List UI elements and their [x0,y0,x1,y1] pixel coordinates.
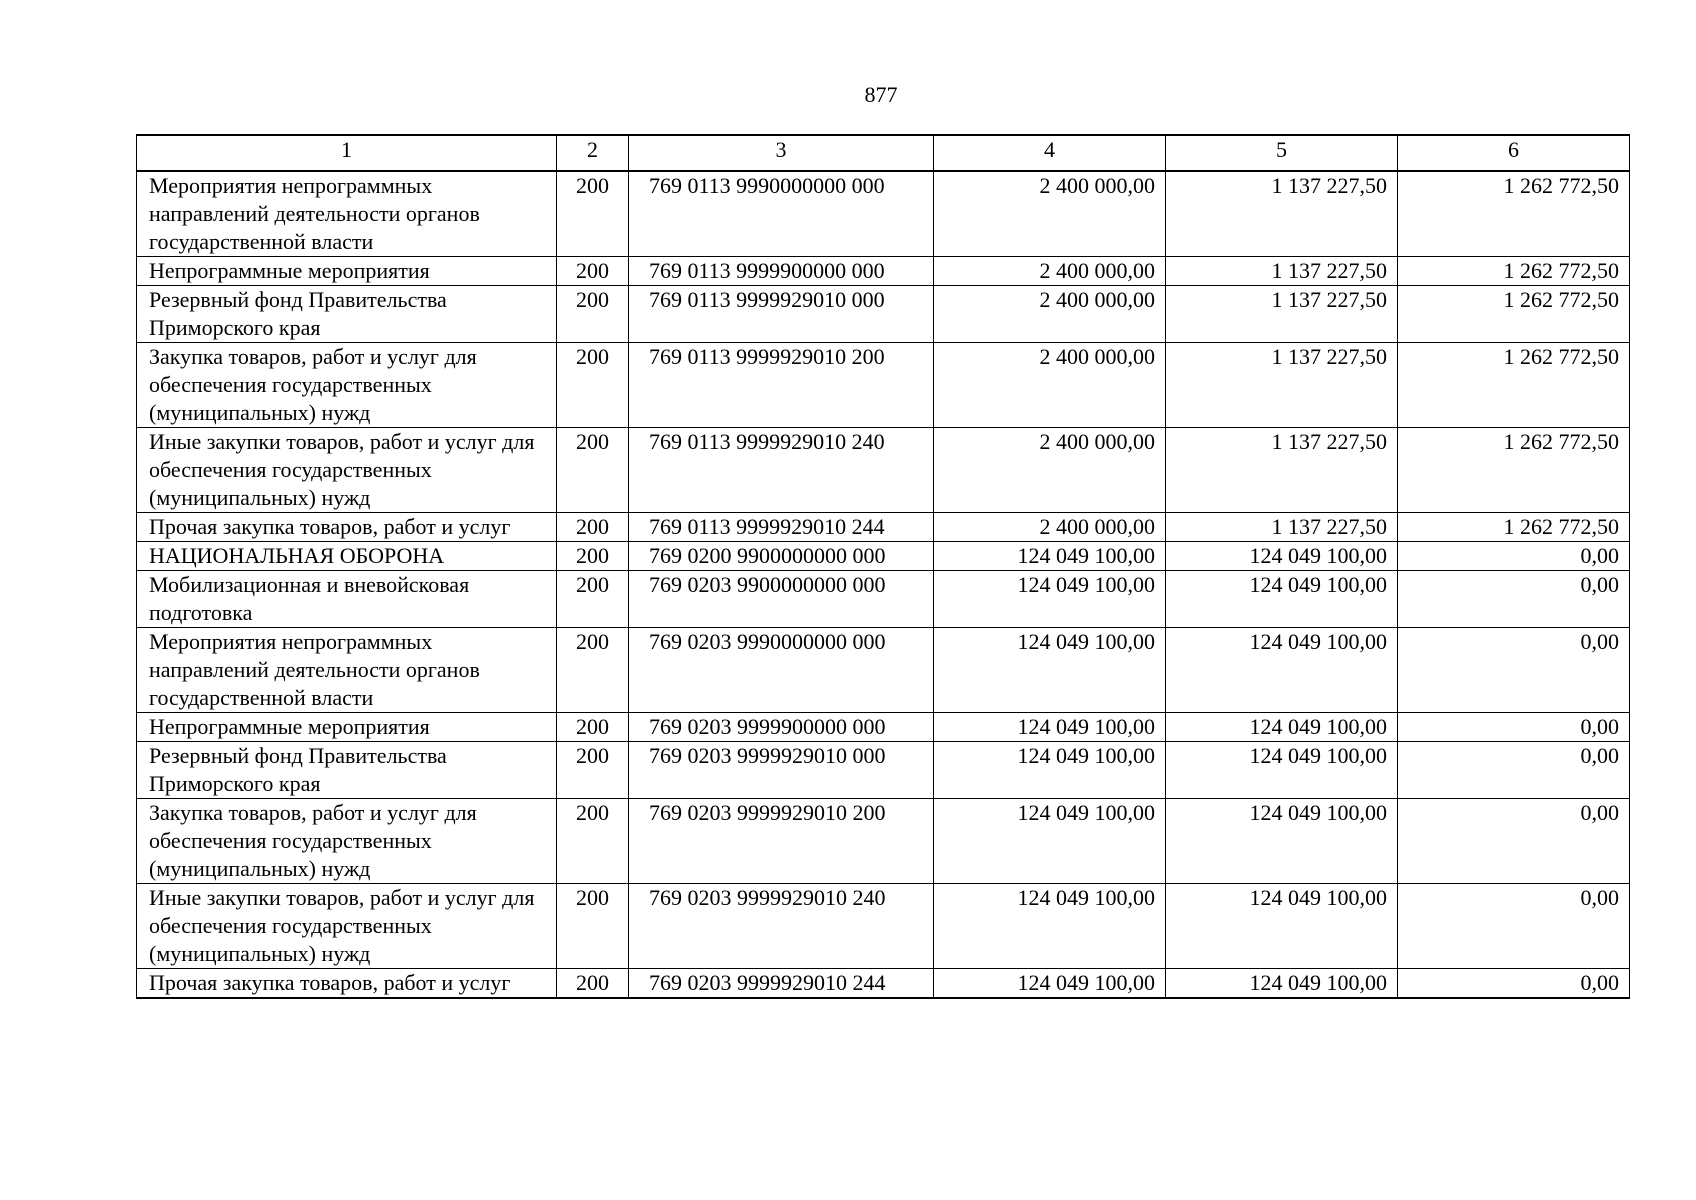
column-header-3: 3 [629,135,934,171]
row-column5-value: 124 049 100,00 [1166,628,1398,713]
row-name-cell: НАЦИОНАЛЬНАЯ ОБОРОНА [137,542,557,571]
row-column5-value: 124 049 100,00 [1166,742,1398,799]
row-column4-value: 124 049 100,00 [934,742,1166,799]
row-kbk-cell: 769 0203 9999900000 000 [629,713,934,742]
row-code-cell: 200 [557,286,629,343]
table-row [137,799,1630,884]
table-header-row [137,135,1630,171]
row-column6-value: 0,00 [1398,742,1630,799]
row-column5-value: 124 049 100,00 [1166,542,1398,571]
row-column6-value: 1 262 772,50 [1398,257,1630,286]
table-row [137,343,1630,428]
table-body [137,171,1630,998]
row-column4-value: 2 400 000,00 [934,343,1166,428]
row-kbk-cell: 769 0203 9999929010 240 [629,884,934,969]
row-column5-value: 1 137 227,50 [1166,428,1398,513]
row-column5-value: 124 049 100,00 [1166,571,1398,628]
row-column4-value: 2 400 000,00 [934,286,1166,343]
row-column4-value: 124 049 100,00 [934,542,1166,571]
row-code-cell: 200 [557,343,629,428]
row-column5-value: 1 137 227,50 [1166,257,1398,286]
row-kbk-cell: 769 0203 9999929010 244 [629,969,934,999]
column-header-5: 5 [1166,135,1398,171]
row-name-cell: Непрограммные мероприятия [137,257,557,286]
row-name-cell: Прочая закупка товаров, работ и услуг [137,969,557,999]
row-column4-value: 124 049 100,00 [934,884,1166,969]
row-code-cell: 200 [557,628,629,713]
row-name-cell: Иные закупки товаров, работ и услуг для обеспечения государственных (муниципальных) нужд [137,428,557,513]
row-column5-value: 1 137 227,50 [1166,286,1398,343]
row-column4-value: 124 049 100,00 [934,571,1166,628]
row-code-cell: 200 [557,713,629,742]
table-row [137,428,1630,513]
row-column5-value: 124 049 100,00 [1166,884,1398,969]
row-code-cell: 200 [557,799,629,884]
row-code-cell: 200 [557,742,629,799]
column-header-6: 6 [1398,135,1630,171]
table-row [137,884,1630,969]
column-header-2: 2 [557,135,629,171]
row-code-cell: 200 [557,257,629,286]
table-row [137,542,1630,571]
row-column6-value: 0,00 [1398,713,1630,742]
table-row [137,742,1630,799]
row-column5-value: 124 049 100,00 [1166,969,1398,999]
row-column5-value: 1 137 227,50 [1166,513,1398,542]
row-code-cell: 200 [557,969,629,999]
row-name-cell: Прочая закупка товаров, работ и услуг [137,513,557,542]
table-row [137,513,1630,542]
row-column4-value: 2 400 000,00 [934,257,1166,286]
row-kbk-cell: 769 0113 9999929010 244 [629,513,934,542]
row-name-cell: Резервный фонд Правительства Приморского края [137,286,557,343]
row-kbk-cell: 769 0113 9999929010 200 [629,343,934,428]
row-kbk-cell: 769 0113 9999929010 240 [629,428,934,513]
row-column4-value: 124 049 100,00 [934,628,1166,713]
row-kbk-cell: 769 0113 9990000000 000 [629,171,934,257]
row-column6-value: 0,00 [1398,969,1630,999]
row-column4-value: 2 400 000,00 [934,428,1166,513]
row-column6-value: 1 262 772,50 [1398,286,1630,343]
row-kbk-cell: 769 0203 9990000000 000 [629,628,934,713]
row-kbk-cell: 769 0113 9999929010 000 [629,286,934,343]
row-kbk-cell: 769 0203 9999929010 000 [629,742,934,799]
row-column6-value: 1 262 772,50 [1398,343,1630,428]
row-column5-value: 1 137 227,50 [1166,171,1398,257]
row-code-cell: 200 [557,513,629,542]
page-number: 877 [864,82,898,107]
row-column6-value: 1 262 772,50 [1398,513,1630,542]
row-name-cell: Мероприятия непрограммных направлений деятельности органов государственной власти [137,628,557,713]
row-name-cell: Мобилизационная и вневойсковая подготовка [137,571,557,628]
row-kbk-cell: 769 0113 9999900000 000 [629,257,934,286]
row-name-cell: Резервный фонд Правительства Приморского края [137,742,557,799]
row-code-cell: 200 [557,884,629,969]
row-code-cell: 200 [557,428,629,513]
row-column5-value: 1 137 227,50 [1166,343,1398,428]
table-row [137,713,1630,742]
row-name-cell: Непрограммные мероприятия [137,713,557,742]
column-header-1: 1 [137,135,557,171]
table-row [137,257,1630,286]
row-column6-value: 0,00 [1398,571,1630,628]
row-name-cell: Мероприятия непрограммных направлений деятельности органов государственной власти [137,171,557,257]
row-name-cell: Закупка товаров, работ и услуг для обеспечения государственных (муниципальных) нужд [137,799,557,884]
table-row [137,571,1630,628]
row-column6-value: 1 262 772,50 [1398,428,1630,513]
row-column6-value: 0,00 [1398,884,1630,969]
row-column4-value: 124 049 100,00 [934,969,1166,999]
row-code-cell: 200 [557,542,629,571]
row-kbk-cell: 769 0200 9900000000 000 [629,542,934,571]
table-row [137,628,1630,713]
row-column5-value: 124 049 100,00 [1166,799,1398,884]
row-name-cell: Закупка товаров, работ и услуг для обеспечения государственных (муниципальных) нужд [137,343,557,428]
row-kbk-cell: 769 0203 9900000000 000 [629,571,934,628]
row-column4-value: 2 400 000,00 [934,171,1166,257]
row-column6-value: 0,00 [1398,799,1630,884]
table-row [137,286,1630,343]
row-column4-value: 124 049 100,00 [934,713,1166,742]
table-row [137,969,1630,999]
column-header-4: 4 [934,135,1166,171]
row-column4-value: 124 049 100,00 [934,799,1166,884]
row-column5-value: 124 049 100,00 [1166,713,1398,742]
row-column6-value: 0,00 [1398,628,1630,713]
row-column4-value: 2 400 000,00 [934,513,1166,542]
row-column6-value: 0,00 [1398,542,1630,571]
row-column6-value: 1 262 772,50 [1398,171,1630,257]
budget-table [136,134,1630,999]
row-kbk-cell: 769 0203 9999929010 200 [629,799,934,884]
row-code-cell: 200 [557,171,629,257]
row-code-cell: 200 [557,571,629,628]
table-row [137,171,1630,257]
row-name-cell: Иные закупки товаров, работ и услуг для обеспечения государственных (муниципальных) нужд [137,884,557,969]
